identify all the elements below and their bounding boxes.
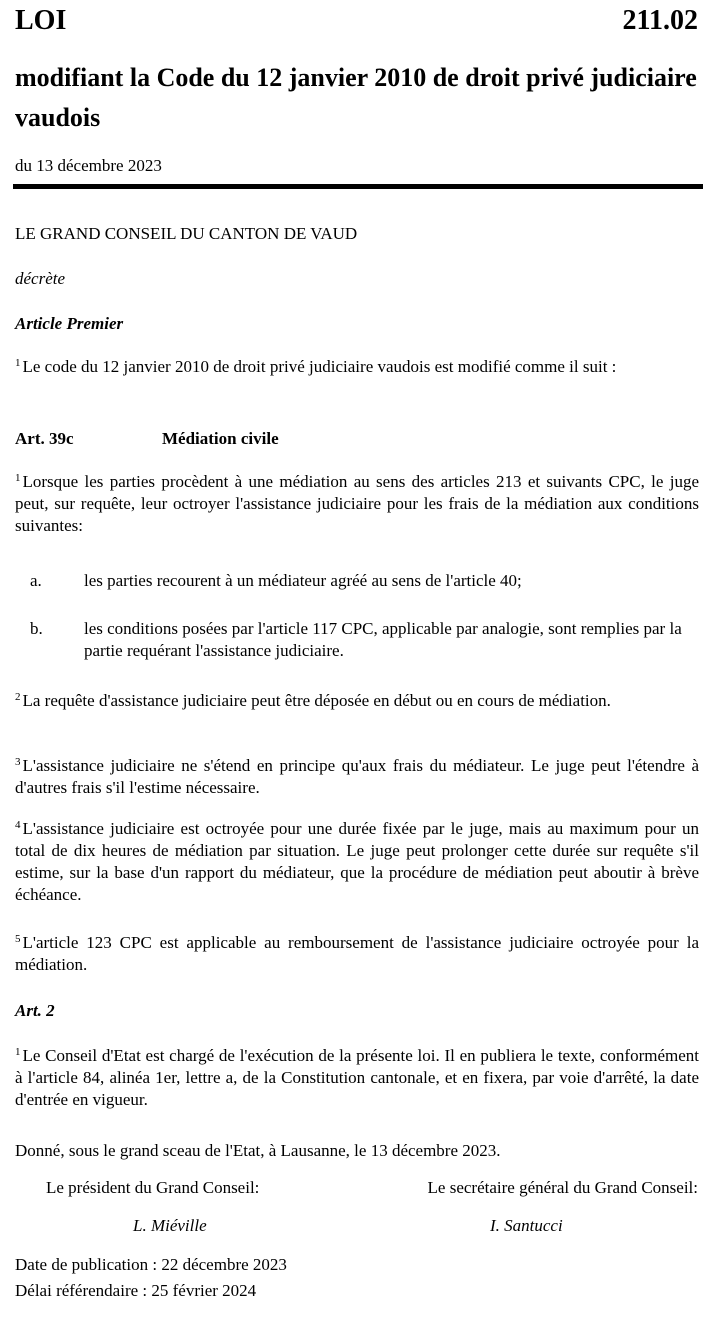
authority: LE GRAND CONSEIL DU CANTON DE VAUD xyxy=(15,224,358,243)
list-item-text: les conditions posées par l'article 117 CPC, applicable par analogie, sont remplies par la partie requérant l'assistance judiciaire. xyxy=(84,619,682,660)
paragraph-number: 1 xyxy=(15,357,21,369)
law-date: du 13 décembre 2023 xyxy=(15,156,162,175)
paragraph-number: 2 xyxy=(15,691,21,703)
art-39c-alinea-1: $^1$ Lorsque les parties procèdent à une médiation au sens des articles 213 et suivants CPC, le juge peut, sur requête, leur octroyer l'assistance judiciaire pour les frais de la médiation aux conditions suivantes: xyxy=(15,472,699,535)
paragraph-number: 4 xyxy=(15,819,21,831)
article-premier-heading: Article Premier xyxy=(15,314,124,333)
art-39c-number: Art. 39c xyxy=(15,429,74,448)
law-type: LOI xyxy=(15,5,67,36)
decree-word: décrète xyxy=(15,269,66,288)
art-2-heading: Art. 2 xyxy=(15,1001,55,1020)
art-39c-alinea-2: $^2$ La requête d'assistance judiciaire peut être déposée en début ou en cours de médiation. xyxy=(15,691,611,710)
paragraph-number: 3 xyxy=(15,756,21,768)
paragraph-number: 1 xyxy=(15,1046,21,1058)
given-statement: Donné, sous le grand sceau de l'Etat, à Lausanne, le 13 décembre 2023. xyxy=(15,1141,501,1160)
article-premier-paragraph: $^1$ Le code du 12 janvier 2010 de droit privé judiciaire vaudois est modifié comme il suit : xyxy=(15,357,617,376)
paragraph-number: 5 xyxy=(15,933,21,945)
referendum-deadline: Délai référendaire : 25 février 2024 xyxy=(15,1281,257,1300)
list-item-text: les parties recourent à un médiateur agréé au sens de l'article 40; xyxy=(84,571,522,590)
secretary-title: Le secrétaire général du Grand Conseil: xyxy=(427,1178,698,1197)
president-name: L. Miéville xyxy=(133,1216,207,1235)
art-39c-alinea-4: $^4$ L'assistance judiciaire est octroyée pour une durée fixée par le juge, mais au maximum pour un total de dix heures de médiation par situation. Le juge peut prolonger cette durée sur requête s'il estime, sur la base d'un rapport du médiateur, que la procédure de médiation peut aboutir à brève échéance. xyxy=(15,819,699,904)
list-item-letter: a. xyxy=(30,571,42,590)
art-39c-alinea-3: $^3$ L'assistance judiciaire ne s'étend en principe qu'aux frais du médiateur. Le juge peut l'étendre à d'autres frais s'il l'estime nécessaire. xyxy=(15,756,699,797)
paragraph-number: 1 xyxy=(15,472,21,484)
art-39c-title: Médiation civile xyxy=(162,429,279,448)
publication-date: Date de publication : 22 décembre 2023 xyxy=(15,1255,287,1274)
art-2-paragraph: $^1$ Le Conseil d'Etat est chargé de l'exécution de la présente loi. Il en publiera le texte, conformément à l'article 84, alinéa 1er, lettre a, de la Constitution cantonale, et en fixera, par voie d'arrêté, la date d'entrée en vigueur. xyxy=(15,1046,699,1109)
secretary-name: I. Santucci xyxy=(490,1216,563,1235)
art-39c-alinea-5: $^5$ L'article 123 CPC est applicable au remboursement de l'assistance judiciaire octroyée pour la médiation. xyxy=(15,933,699,974)
president-title: Le président du Grand Conseil: xyxy=(46,1178,260,1197)
list-item-letter: b. xyxy=(30,619,43,638)
header-divider xyxy=(13,184,703,189)
law-number: 211.02 xyxy=(622,5,698,36)
law-title: modifiant la Code du 12 janvier 2010 de droit privé judiciaire vaudois xyxy=(15,63,697,132)
